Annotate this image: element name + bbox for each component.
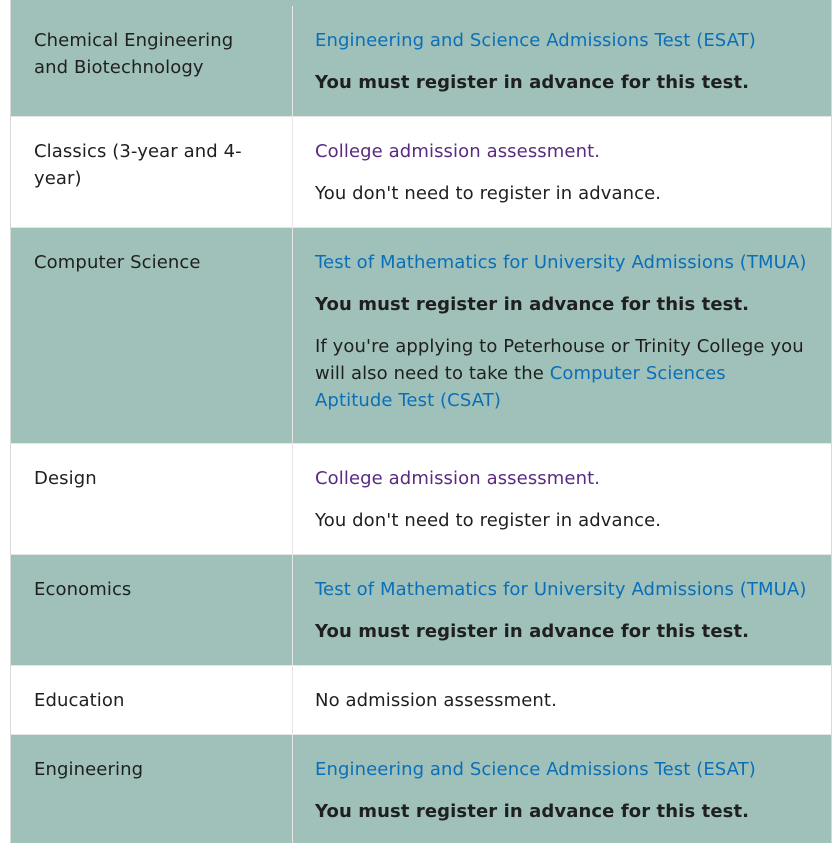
assessment-cell <box>293 228 831 443</box>
subject-cell: Classics (3-year and 4-year) <box>11 117 293 227</box>
assessment-cell <box>293 735 831 843</box>
assessment-link-line <box>315 138 807 165</box>
assessment-cell <box>293 444 831 554</box>
tmua-link[interactable]: Test of Mathematics for University Admissions (TMUA) <box>315 579 807 600</box>
esat-link[interactable]: Engineering and Science Admissions Test (ESAT) <box>315 759 756 780</box>
no-assessment-text: No admission assessment. <box>315 690 557 711</box>
assessment-cell <box>293 555 831 665</box>
extra-info-text: If you're applying to Peterhouse or Trinity College you will also need to take the <box>315 336 804 384</box>
csat-link[interactable]: Computer Sciences Aptitude Test (CSAT) <box>315 363 726 411</box>
register-note: You must register in advance for this test. <box>315 801 750 822</box>
assessment-link-line <box>315 576 807 603</box>
college-assessment-link[interactable]: College admission assessment. <box>315 141 601 162</box>
register-note: You must register in advance for this test. <box>315 72 750 93</box>
table-row <box>11 0 831 117</box>
register-note: You don't need to register in advance. <box>315 510 662 531</box>
register-note: You must register in advance for this test. <box>315 621 750 642</box>
subject-cell: Engineering <box>11 735 293 843</box>
register-note: You don't need to register in advance. <box>315 183 662 204</box>
subject-cell: Design <box>11 444 293 554</box>
subject-cell: Computer Science <box>11 228 293 443</box>
extra-info <box>315 333 807 414</box>
assessment-link-line <box>315 756 807 783</box>
assessment-cell <box>293 117 831 227</box>
assessment-cell <box>293 6 831 116</box>
table-row <box>11 666 831 735</box>
subject-cell: Economics <box>11 555 293 665</box>
assessment-link-line <box>315 249 807 276</box>
tmua-link[interactable]: Test of Mathematics for University Admissions (TMUA) <box>315 252 807 273</box>
admissions-table <box>10 0 832 843</box>
assessment-cell <box>293 666 831 734</box>
college-assessment-link[interactable]: College admission assessment. <box>315 468 601 489</box>
esat-link[interactable]: Engineering and Science Admissions Test (ESAT) <box>315 30 756 51</box>
table-row <box>11 228 831 444</box>
table-row <box>11 117 831 228</box>
table-row <box>11 444 831 555</box>
assessment-link-line <box>315 465 807 492</box>
subject-cell: Chemical Engineering and Biotechnology <box>11 6 293 116</box>
table-row <box>11 735 831 843</box>
register-note: You must register in advance for this test. <box>315 294 750 315</box>
table-row <box>11 555 831 666</box>
subject-cell: Education <box>11 666 293 734</box>
assessment-link-line <box>315 27 807 54</box>
